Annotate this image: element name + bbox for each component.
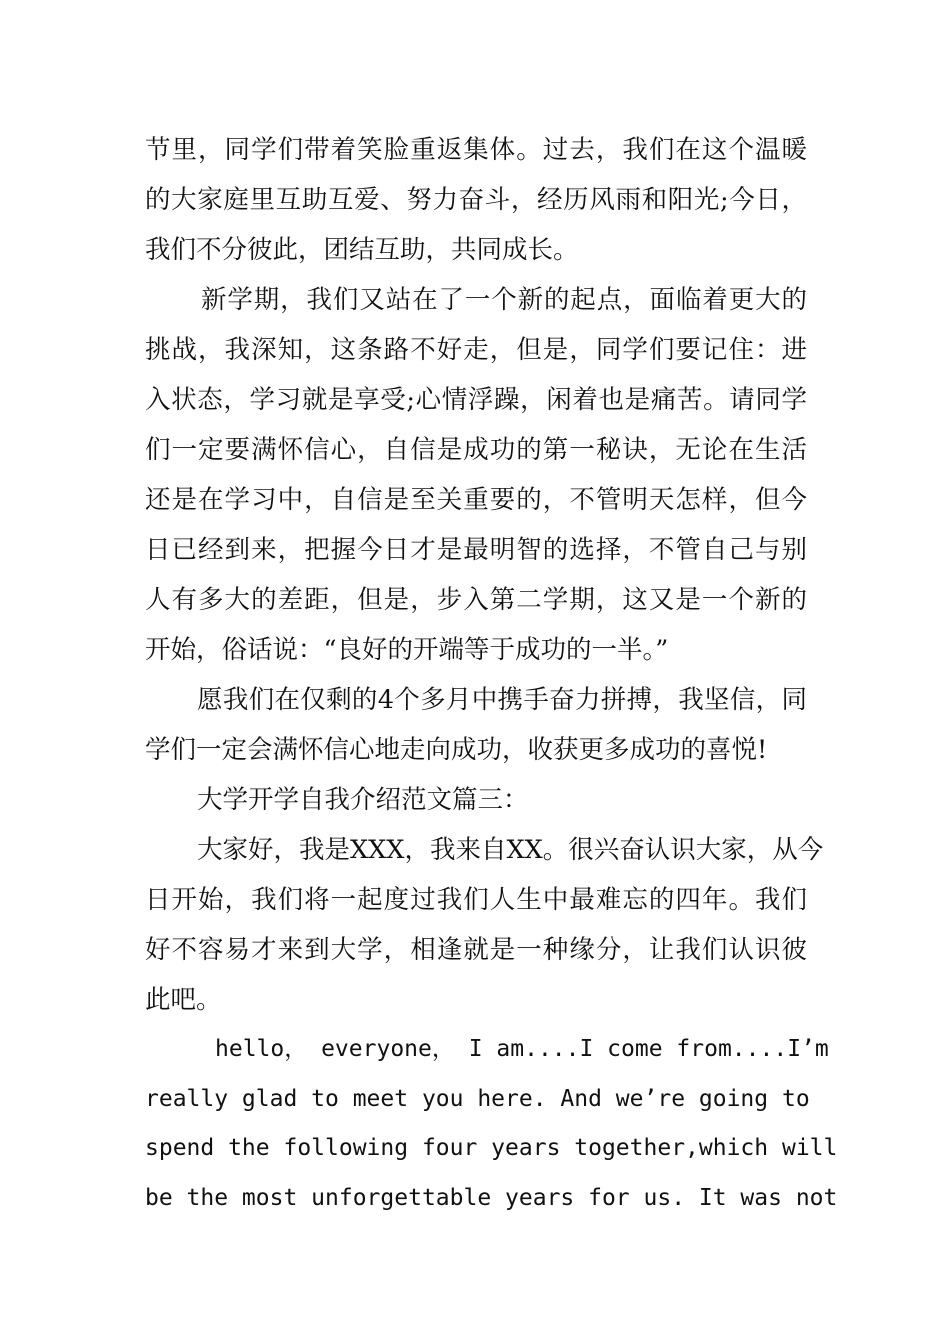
text-line: 挑战，我深知，这条路不好走，但是，同学们要记住：进 — [145, 335, 807, 365]
english-line: really glad to meet you here. And we’re going to — [145, 1085, 810, 1112]
text-line: 还是在学习中，自信是至关重要的，不管明天怎样，但今 — [145, 485, 807, 515]
paragraph-first-line: 新学期，我们又站在了一个新的起点，面临着更大的 — [201, 285, 807, 315]
text-line: 此吧。 — [145, 985, 222, 1015]
text-line: 学们一定会满怀信心地走向成功，收获更多成功的喜悦! — [145, 735, 768, 765]
text-line: 们一定要满怀信心，自信是成功的第一秘诀，无论在生活 — [145, 435, 807, 465]
text-line: 开始，俗话说：“良好的开端等于成功的一半。” — [145, 635, 669, 665]
text-line: 好不容易才来到大学，相逢就是一种缘分，让我们认识彼 — [145, 935, 807, 965]
document-page — [145, 125, 838, 1223]
text-line: 日开始，我们将一起度过我们人生中最难忘的四年。我们 — [145, 885, 807, 915]
english-line: be the most unforgettable years for us. It was not — [145, 1184, 838, 1211]
paragraph-first-line: 愿我们在仅剩的4个多月中携手奋力拼搏，我坚信，同 — [197, 685, 807, 715]
section-heading: 大学开学自我介绍范文篇三： — [197, 785, 529, 815]
english-line: spend the following four years together,which will — [145, 1135, 838, 1161]
text-line: 我们不分彼此，团结互助，共同成长。 — [145, 235, 579, 265]
text-line: 的大家庭里互助互爱、努力奋斗，经历风雨和阳光;今日， — [145, 185, 807, 215]
text-line: 人有多大的差距，但是，步入第二学期，这又是一个新的 — [145, 585, 807, 615]
text-line: 日已经到来，把握今日才是最明智的选择，不管自己与别 — [145, 535, 807, 565]
paragraph-first-line: 大家好，我是XXX，我来自XX。很兴奋认识大家，从今 — [197, 835, 824, 865]
text-line: 入状态，学习就是享受;心情浮躁，闲着也是痛苦。请同学 — [145, 385, 807, 415]
text-line: 节里，同学们带着笑脸重返集体。过去，我们在这个温暖 — [145, 135, 807, 165]
english-line: hello， everyone， I am....I come from....I’m — [215, 1036, 829, 1062]
